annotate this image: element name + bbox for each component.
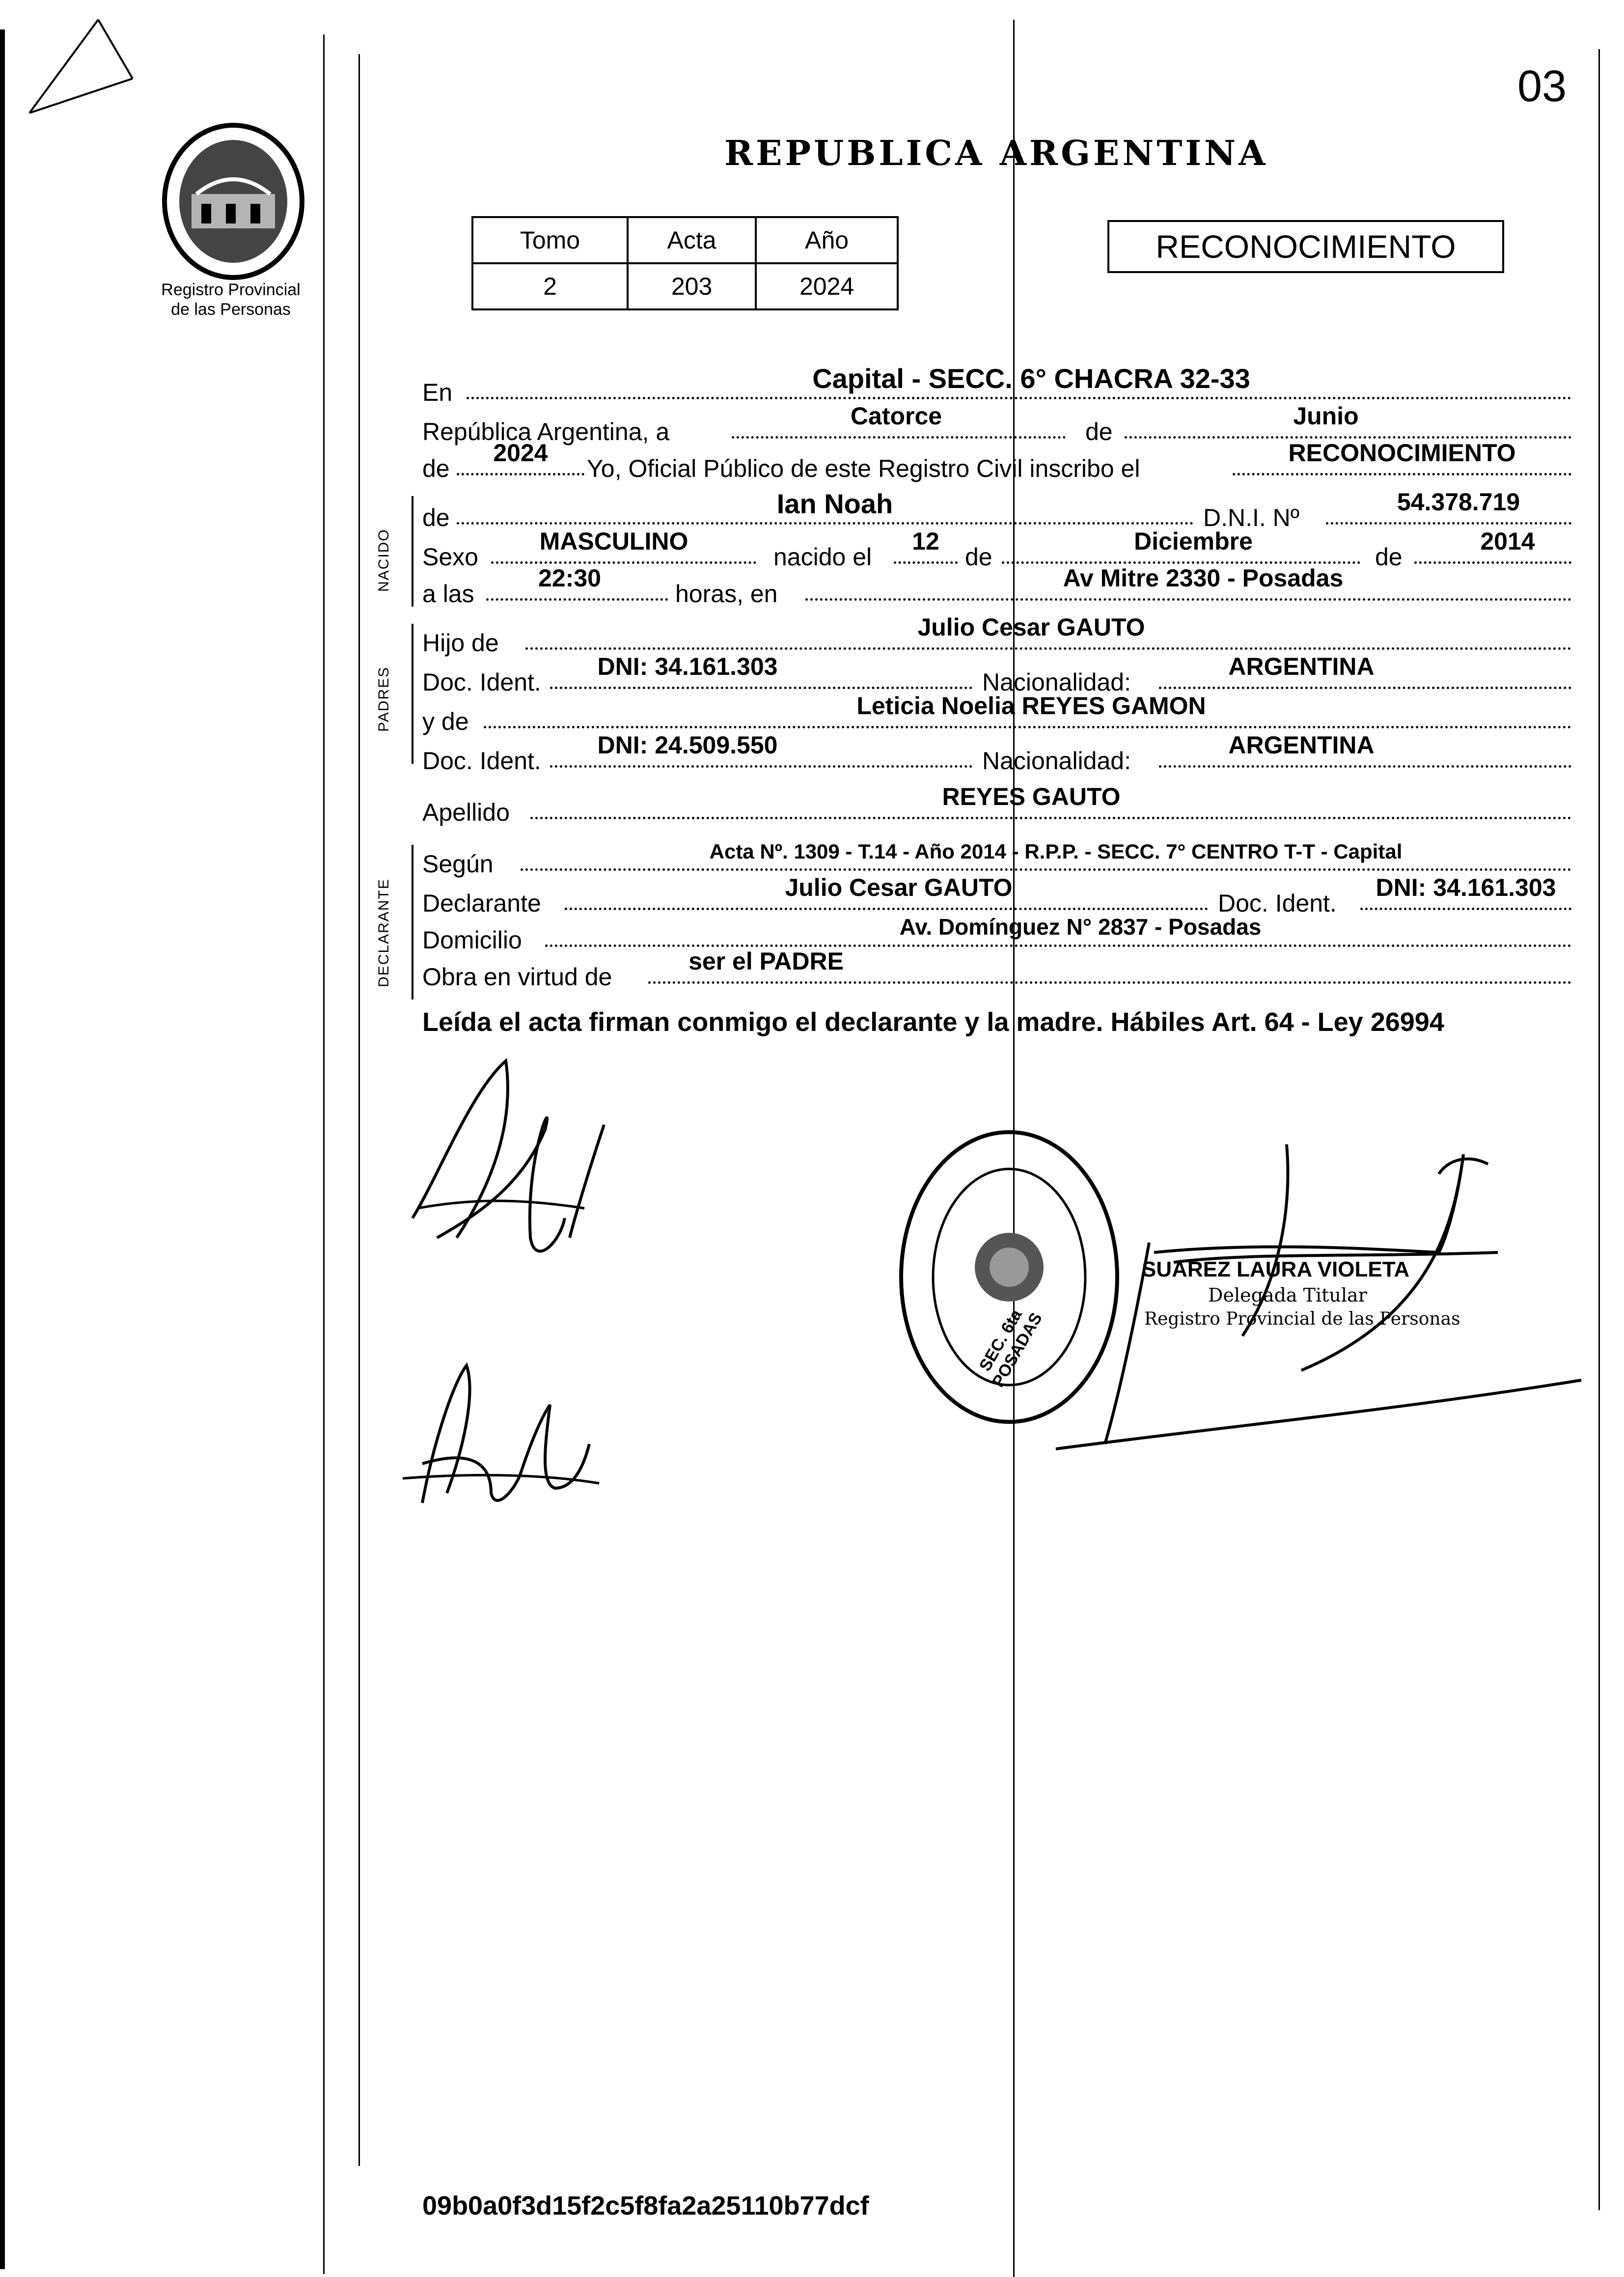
declarante-bracket xyxy=(412,845,413,1000)
dots-nombre xyxy=(457,522,1193,525)
dots-declarante xyxy=(565,908,1208,910)
section-padres: PADRES xyxy=(376,666,392,732)
value-nac-anio: 2014 xyxy=(1480,528,1535,555)
label-sexo: Sexo xyxy=(422,543,478,571)
dots-dia xyxy=(732,436,1066,439)
label-de-anio: de xyxy=(422,455,450,482)
dots-nac-anio xyxy=(1414,561,1571,564)
dots-hora xyxy=(486,598,668,601)
book-header-anio: Año xyxy=(756,217,898,263)
value-dni: 54.378.719 xyxy=(1397,488,1520,516)
value-declarante: Julio Cesar GAUTO xyxy=(785,874,1013,901)
declarant-signature xyxy=(398,1031,653,1287)
value-padre-nac: ARGENTINA xyxy=(1228,653,1375,680)
label-obra: Obra en virtud de xyxy=(422,963,612,991)
dots-nac-dia xyxy=(894,561,958,564)
value-sexo: MASCULINO xyxy=(539,528,688,555)
page-number: 03 xyxy=(1517,62,1567,111)
value-madre-doc: DNI: 24.509.550 xyxy=(597,731,778,759)
label-declarante: Declarante xyxy=(422,889,541,917)
padres-bracket xyxy=(412,624,413,764)
dots-padre-nac xyxy=(1159,687,1571,689)
label-de-mes: de xyxy=(1085,418,1113,445)
org-line-2: de las Personas xyxy=(171,300,291,319)
registrar-signature xyxy=(1007,1105,1621,1459)
dots-padre-doc xyxy=(550,687,972,689)
book-table xyxy=(471,216,899,310)
mother-signature xyxy=(393,1326,629,1532)
label-nacionalidad-2: Nacionalidad: xyxy=(982,747,1131,775)
value-nombre: Ian Noah xyxy=(776,488,893,519)
corner-fold-icon xyxy=(0,0,138,118)
value-mes: Junio xyxy=(1293,402,1359,430)
province-logo xyxy=(157,120,309,282)
label-dni: D.N.I. Nº xyxy=(1203,504,1300,531)
signatory-name: SUAREZ LAURA VIOLETA xyxy=(1142,1257,1410,1281)
value-anio: 2024 xyxy=(493,439,548,467)
value-domicilio: Av. Domínguez N° 2837 - Posadas xyxy=(899,914,1262,940)
document-hash: 09b0a0f3d15f2c5f8fa2a25110b77dcf xyxy=(422,2191,869,2221)
label-apellido: Apellido xyxy=(422,799,510,826)
label-a-las: a las xyxy=(422,580,474,608)
label-hijo-de: Hijo de xyxy=(422,629,499,657)
book-header-acta: Acta xyxy=(628,217,756,263)
book-header-tomo: Tomo xyxy=(472,217,628,263)
label-y-de: y de xyxy=(422,708,469,735)
label-nacido-el: nacido el xyxy=(773,543,872,571)
value-padre: Julio Cesar GAUTO xyxy=(917,613,1145,641)
dots-segun xyxy=(521,868,1571,871)
org-name xyxy=(142,280,319,319)
value-madre-nac: ARGENTINA xyxy=(1228,731,1375,759)
value-segun: Acta Nº. 1309 - T.14 - Año 2014 - R.P.P. - SECC. 7° CENTRO T-T - Capital xyxy=(709,840,1403,863)
label-de-nac-anio: de xyxy=(1375,543,1403,571)
label-doc-ident-3: Doc. Ident. xyxy=(1218,889,1337,917)
label-horas-en: horas, en xyxy=(675,580,778,608)
dots-en xyxy=(467,397,1571,399)
stamp-inner-text: SEC. 6ta POSADAS xyxy=(975,1306,1046,1390)
book-value-tomo: 2 xyxy=(472,263,628,309)
value-inscribe: RECONOCIMIENTO xyxy=(1288,439,1516,467)
dots-inscribe xyxy=(1233,473,1571,475)
org-line-1: Registro Provincial xyxy=(161,280,301,299)
value-nac-dia: 12 xyxy=(912,528,939,555)
left-edge-line xyxy=(0,29,5,2269)
margin-line-1 xyxy=(323,34,325,2274)
dots-madre xyxy=(484,726,1571,728)
nacido-bracket xyxy=(412,496,413,607)
dots-anio xyxy=(457,473,584,475)
label-doc-ident-1: Doc. Ident. xyxy=(422,668,541,696)
section-nacido: NACIDO xyxy=(376,528,392,592)
value-madre: Leticia Noelia REYES GAMON xyxy=(856,692,1206,720)
record-type-box: RECONOCIMIENTO xyxy=(1107,220,1504,273)
value-hora: 22:30 xyxy=(538,564,601,592)
value-lugar: Capital - SECC. 6° CHACRA 32-33 xyxy=(812,363,1250,394)
label-de-nombre: de xyxy=(422,504,450,531)
dots-obra xyxy=(648,981,1571,984)
label-en: En xyxy=(422,379,453,406)
book-value-anio: 2024 xyxy=(756,263,898,309)
signatory-org: Registro Provincial de las Personas xyxy=(1144,1309,1460,1329)
dots-madre-doc xyxy=(550,765,972,768)
dots-lugar-nac xyxy=(805,598,1571,601)
value-decl-doc: DNI: 34.161.303 xyxy=(1376,874,1556,901)
label-doc-ident-2: Doc. Ident. xyxy=(422,747,541,775)
label-republica: República Argentina, a xyxy=(422,418,670,445)
label-de-nac-mes: de xyxy=(965,543,992,571)
label-domicilio: Domicilio xyxy=(422,926,522,954)
label-oficial: Yo, Oficial Público de este Registro Civil inscribo el xyxy=(587,455,1140,482)
value-nac-mes: Diciembre xyxy=(1134,528,1253,555)
dots-dni xyxy=(1326,522,1571,525)
value-padre-doc: DNI: 34.161.303 xyxy=(597,653,778,680)
dots-apellido xyxy=(530,817,1571,819)
dots-decl-doc xyxy=(1360,908,1571,910)
value-dia: Catorce xyxy=(850,402,942,430)
dots-padre xyxy=(525,647,1571,650)
section-declarante: DECLARANTE xyxy=(376,878,392,987)
margin-line-2 xyxy=(358,54,360,2166)
signatory-role: Delegada Titular xyxy=(1208,1284,1367,1306)
closing-statement: Leída el acta firman conmigo el declarante y la madre. Hábiles Art. 64 - Ley 26994 xyxy=(422,1007,1444,1037)
label-segun: Según xyxy=(422,850,494,878)
dots-madre-nac xyxy=(1159,765,1571,768)
value-apellido: REYES GAUTO xyxy=(942,783,1121,810)
value-obra: ser el PADRE xyxy=(688,947,844,975)
value-lugar-nac: Av Mitre 2330 - Posadas xyxy=(1063,564,1344,592)
country-title: REPUBLICA ARGENTINA xyxy=(724,133,1268,173)
book-value-acta: 203 xyxy=(628,263,756,309)
label-nacionalidad-1: Nacionalidad: xyxy=(982,668,1131,696)
